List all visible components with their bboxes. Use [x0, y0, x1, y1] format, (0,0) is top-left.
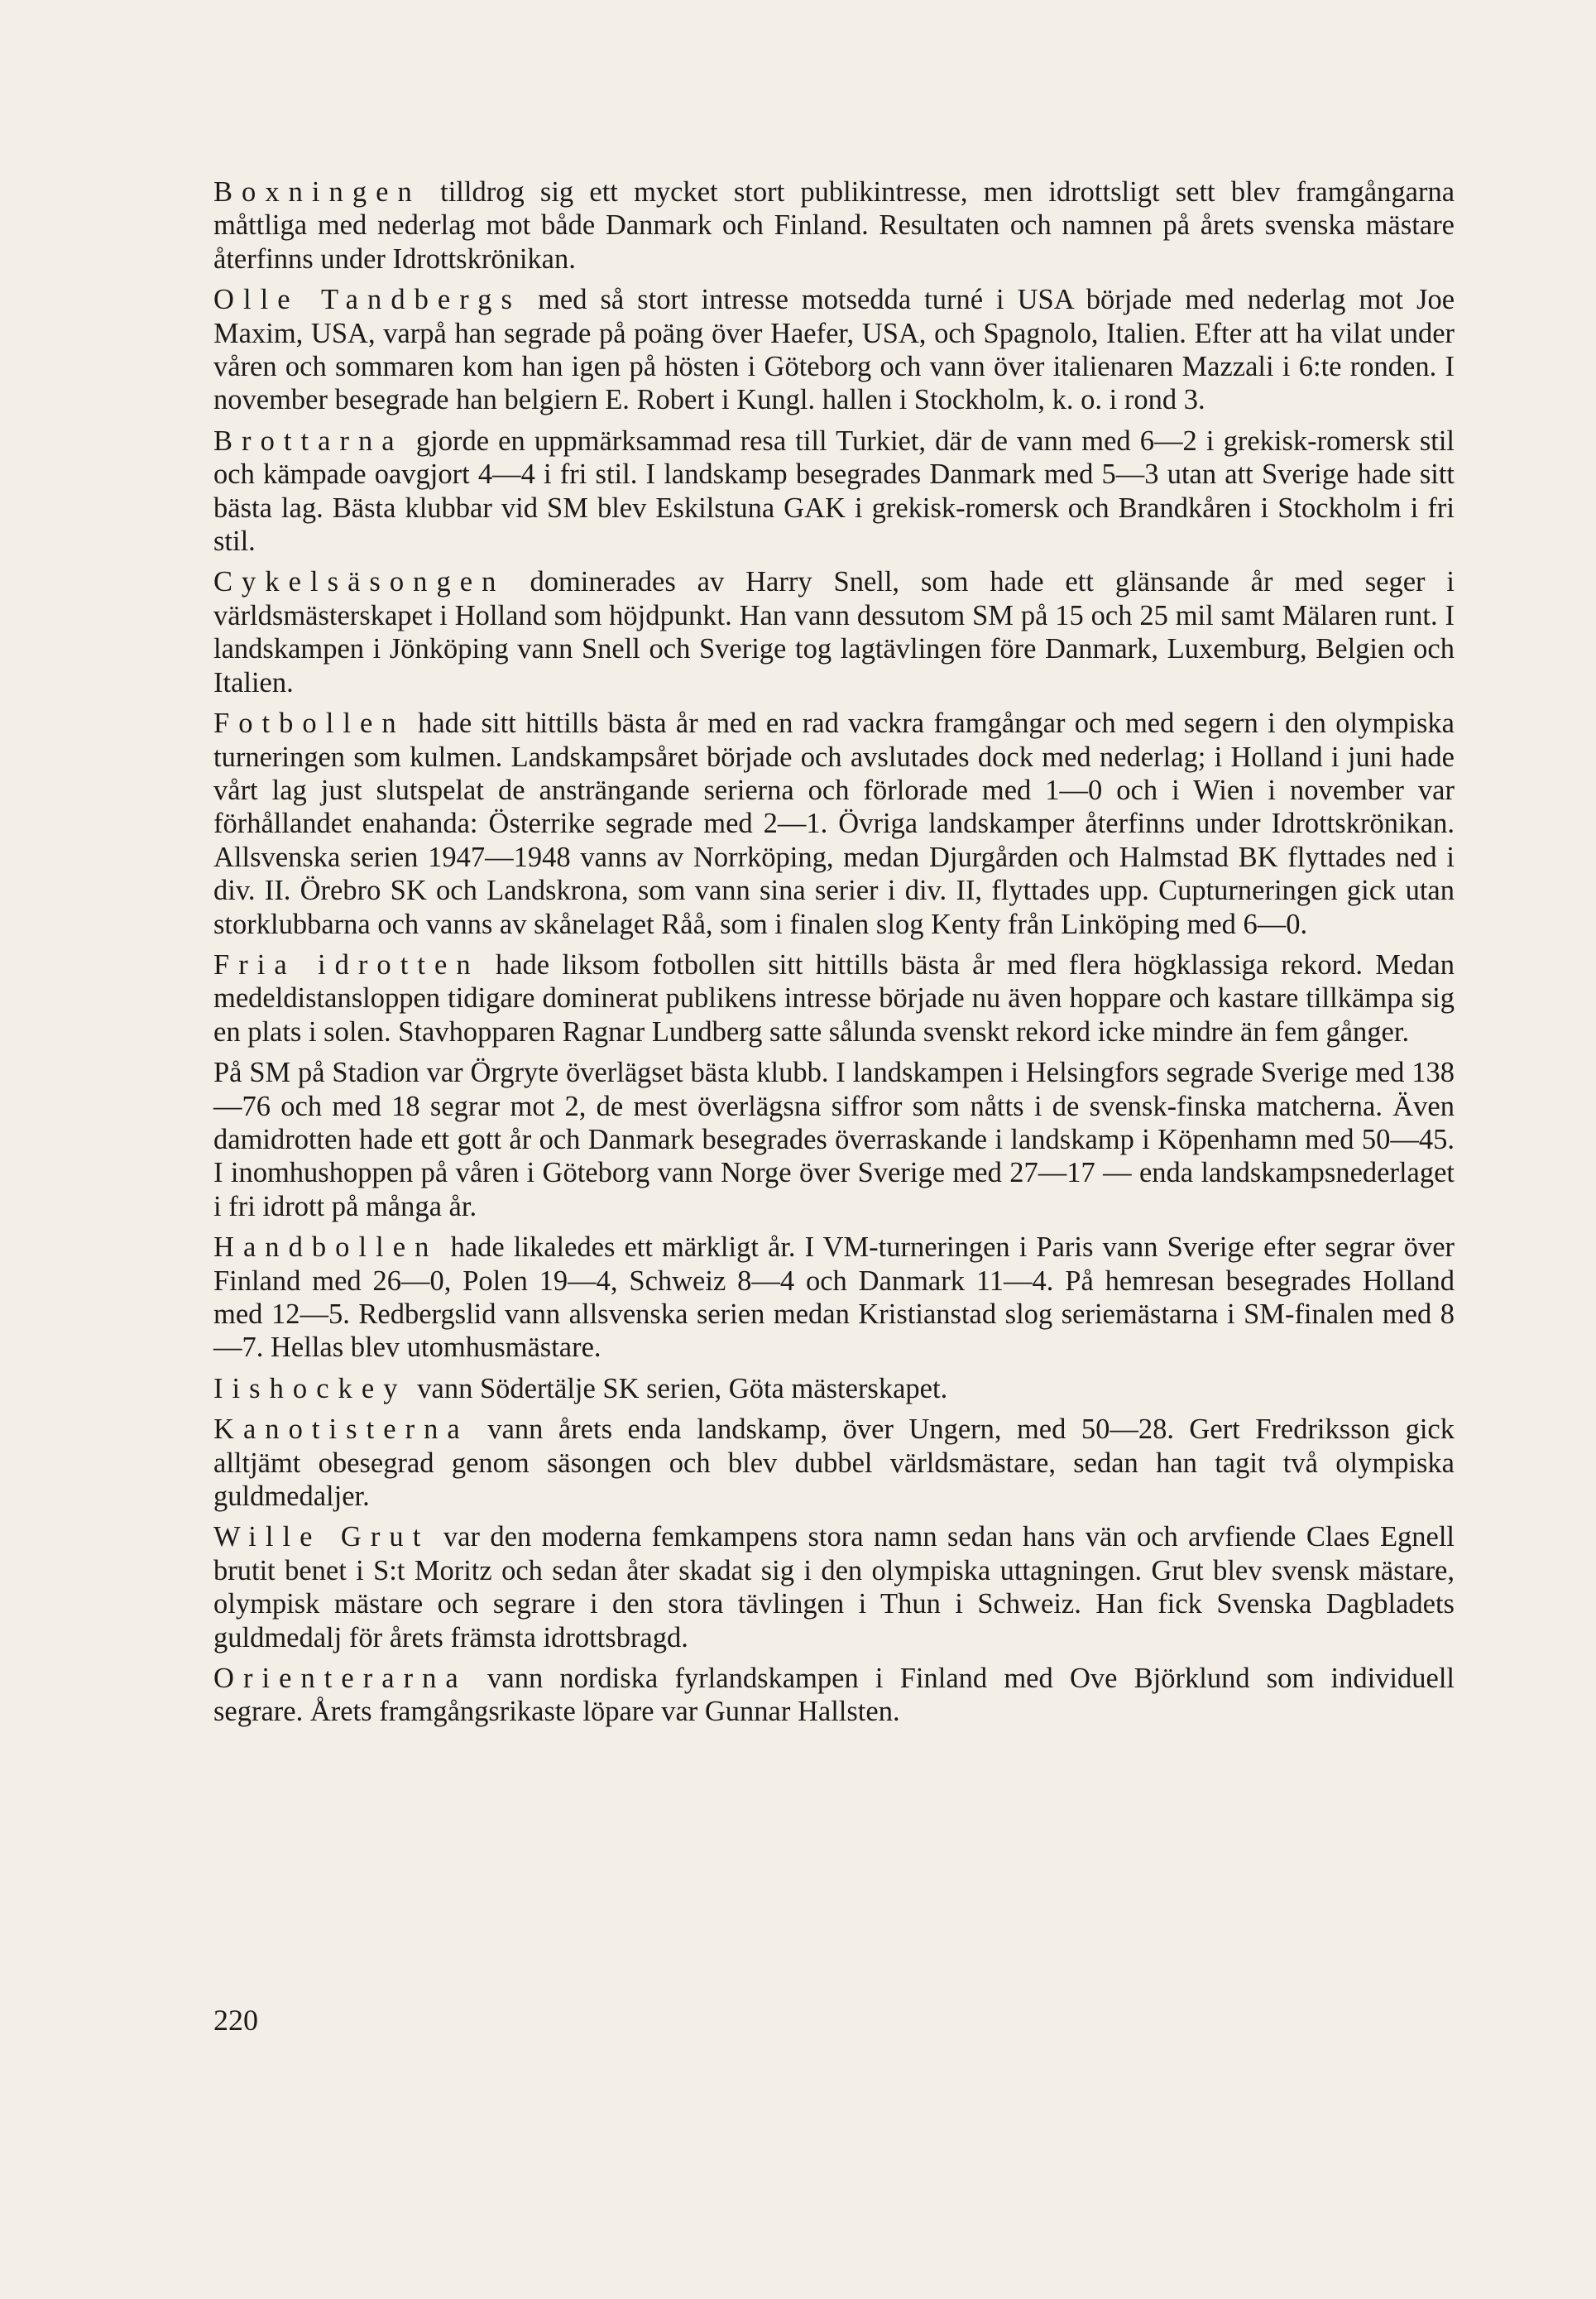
paragraph-kanot	[213, 1413, 1455, 1513]
paragraph-femkamp	[213, 1520, 1455, 1654]
paragraph-text: tilldrog sig ett mycket stort publikintresse, men idrottsligt sett blev framgångarna måttliga med nederlag mot både Danmark och Finland. Resultaten och namnen på årets svenska mästare återfinns under Idrottskrönikan.	[213, 176, 1455, 275]
paragraph-text: hade liksom fotbollen sitt hittills bästa år med flera högklassiga rekord. Medan medeldistansloppen tidigare dominerat publikens intresse började nu även hoppare och kastare tillkämpa sig en plats i solen. Stavhopparen Ragnar Lundberg satte sålunda svenskt rekord icke mindre än fem gånger.	[213, 948, 1455, 1048]
paragraph-lead: Brottarna	[213, 425, 404, 457]
page-number: 220	[213, 2004, 258, 2037]
paragraph-text: med så stort intresse motsedda turné i USA började med nederlag mot Joe Maxim, USA, varpå han segrade på poäng över Haefer, USA, och Spagnolo, Italien. Efter att ha vilat under våren och sommaren kom han igen på hösten i Göteborg och vann över italienaren Mazzali i 6:te ronden. I november besegrade han belgiern E. Robert i Kungl. hallen i Stockholm, k. o. i rond 3.	[213, 284, 1455, 416]
paragraph-text: vann nordiska fyrlandskampen i Finland med Ove Björklund som individuell segrare. Årets framgångsrikaste löpare var Gunnar Hallsten.	[213, 1663, 1455, 1728]
paragraph-boxning	[213, 175, 1455, 276]
paragraph-lead: Handbollen	[213, 1231, 439, 1264]
paragraph-brottning	[213, 425, 1455, 559]
paragraph-lead: Kanotisterna	[213, 1413, 469, 1446]
paragraph-lead: Cykelsäsongen	[213, 566, 506, 598]
paragraph-text: dominerades av Harry Snell, som hade ett glänsande år med seger i världsmästerskapet i Holland som höjdpunkt. Han vann dessutom SM på 15 och 25 mil samt Mälaren runt. I landskampen i Jönköping vann Snell och Sverige tog lagtävlingen före Danmark, Luxemburg, Belgien och Italien.	[213, 566, 1455, 698]
paragraph-cykel	[213, 565, 1455, 699]
paragraph-text: hade likaledes ett märkligt år. I VM-turneringen i Paris vann Sverige efter segrar över Finland med 26—0, Polen 19—4, Schweiz 8—4 och Danmark 11—4. På hemresan besegrades Holland med 12—5. Redbergslid vann allsvenska serien medan Kristianstad slog seriemästarna i SM-finalen med 8—7. Hellas blev utomhusmästare.	[213, 1231, 1455, 1364]
paragraph-text: gjorde en uppmärksammad resa till Turkiet, där de vann med 6—2 i grekisk-romersk stil och kämpade oavgjort 4—4 i fri stil. I landskamp besegrades Danmark med 5—3 utan att Sverige hade sitt bästa lag. Bästa klubbar vid SM blev Eskilstuna GAK i grekisk-romersk och Brandkåren i Stockholm i fri stil.	[213, 425, 1455, 558]
paragraph-text: På SM på Stadion var Örgryte överlägset bästa klubb. I landskampen i Helsingfors segrade Sverige med 138—76 och med 18 segrar mot 2, de mest överlägsna siffror som nåtts i de svensk-finska matcherna. Även damidrotten hade ett gott år och Danmark besegrades överraskande i landskamp i Köpenhamn med 50—45. I inomhushoppen på våren i Göteborg vann Norge över Sverige med 27—17 — enda landskampsnederlaget i fri idrott på många år.	[213, 1057, 1455, 1222]
paragraph-sm-stadion	[213, 1056, 1455, 1223]
paragraph-ishockey	[213, 1372, 1455, 1405]
paragraph-lead: Olle Tandbergs	[213, 284, 521, 316]
paragraph-lead: Boxningen	[213, 176, 421, 208]
paragraph-text: hade sitt hittills bästa år med en rad vackra framgångar och med segern i den olympiska turneringen som kulmen. Landskampsåret började och avslutades dock med nederlag; i Holland i juni hade vårt lag just slutspelat de ansträngande serierna och förlorade med 1—0 och i Wien i november var förhållandet enahanda: Österrike segrade med 2—1. Övriga landskamper återfinns under Idrottskrönikan. Allsvenska serien 1947—1948 vanns av Norrköping, medan Djurgården och Halmstad BK flyttades ned i div. II. Örebro SK och Landskrona, som vann sina serier i div. II, flyttades upp. Cupturneringen gick utan storklubbarna och vanns av skånelaget Råå, som i finalen slog Kenty från Linköping med 6—0.	[213, 708, 1455, 940]
paragraph-tandberg	[213, 283, 1455, 417]
paragraph-fotboll	[213, 707, 1455, 941]
paragraph-lead: Fria idrotten	[213, 948, 480, 981]
paragraph-handboll	[213, 1231, 1455, 1365]
paragraph-fri-idrott	[213, 948, 1455, 1049]
paragraph-text: var den moderna femkampens stora namn sedan hans vän och arvfiende Claes Egnell brutit benet i S:t Moritz och sedan åter skadat sig i den olympiska uttagningen. Grut blev svensk mästare, olympisk mästare och segrare i den stora tävlingen i Thun i Schweiz. Han fick Svenska Dagbladets guldmedalj för årets främsta idrottsbragd.	[213, 1521, 1455, 1653]
paragraph-text: vann Södertälje SK serien, Göta mästerskapet.	[417, 1372, 948, 1404]
paragraph-text: vann årets enda landskamp, över Ungern, med 50—28. Gert Fredriksson gick alltjämt obesegrad genom säsongen och blev dubbel världsmästare, sedan han tagit två olympiska guldmedaljer.	[213, 1413, 1455, 1513]
paragraph-lead: Fotbollen	[213, 708, 405, 740]
body-text	[213, 175, 1455, 1736]
paragraph-lead: Orienterarna	[213, 1663, 467, 1695]
paragraph-lead: Iishockey	[213, 1372, 407, 1404]
paragraph-lead: Wille Grut	[213, 1521, 430, 1553]
paragraph-orientering	[213, 1662, 1455, 1729]
